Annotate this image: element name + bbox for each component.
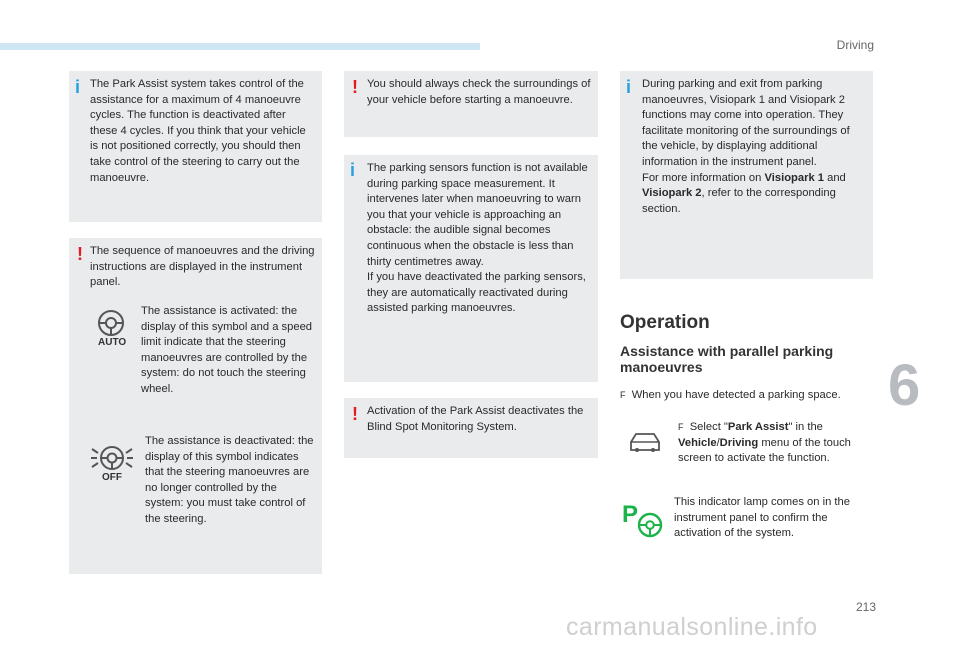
park-assist-lamp-icon <box>622 500 664 540</box>
step-indicator-lamp: This indicator lamp comes on in the instrument panel to confirm the activation of the system. <box>674 496 850 540</box>
note-paragraph-1: During parking and exit from parking manoeuvres, Visiopark 1 and Visiopark 2 functions may come into operation. They facilitate monitoring of the surroundings of the vehicle, by displaying additional information in the instrument panel. <box>642 78 850 168</box>
bullet-symbol: F <box>620 390 626 400</box>
auto-label: AUTO <box>98 337 127 348</box>
vehicle-label: Vehicle <box>678 436 717 449</box>
note-text-part: , refer to the corresponding section. <box>642 187 836 215</box>
info-icon: i <box>626 77 632 97</box>
steering-off-icon <box>89 443 135 485</box>
visiopark-2-label: Visiopark 2 <box>642 187 702 200</box>
note-text-part: and <box>824 171 846 184</box>
warning-note-surroundings <box>344 71 598 137</box>
step-text: / <box>716 436 720 449</box>
watermark: carmanualsonline.info <box>566 613 818 641</box>
note-text-deactivated: The assistance is deactivated: the display of this symbol indicates that the steering manoeuvres are no longer controlled by the system: you must take control of the steering. <box>145 435 314 525</box>
warning-note-instrument-panel <box>69 238 322 574</box>
chapter-number: 6 <box>888 353 921 418</box>
operation-heading: Operation <box>620 312 710 333</box>
step-select-park-assist <box>678 420 868 467</box>
svg-text:P: P <box>622 501 639 528</box>
info-icon: i <box>75 77 81 97</box>
visiopark-1-label: Visiopark 1 <box>764 171 824 184</box>
note-text-activated: The assistance is activated: the display of this symbol and a speed limit indicate that the steering manoeuvres are controlled by the system: do not touch the steering wheel. <box>141 305 313 395</box>
bullet-symbol: F <box>678 422 684 432</box>
header-accent-bar <box>0 43 480 50</box>
note-text: The Park Assist system takes control of the assistance for a maximum of 4 manoeuvre cycles. The function is deactivated after these 4 cycles. If you think that your vehicle is not positioned correctly, you should then take control of the steering to carry out the manoeuvre. <box>90 78 306 184</box>
note-text: You should always check the surroundings of your vehicle before starting a manoeuvre. <box>367 78 591 106</box>
vehicle-menu-icon <box>628 430 662 454</box>
operation-subheading: Assistance with parallel parking manoeuvres <box>620 343 834 375</box>
note-text: The sequence of manoeuvres and the driving instructions are displayed in the instrument panel. <box>90 245 315 289</box>
off-label: OFF <box>102 472 122 483</box>
note-text: Activation of the Park Assist deactivates the Blind Spot Monitoring System. <box>367 405 584 433</box>
step-detect-space <box>620 388 875 404</box>
park-assist-label: Park Assist <box>727 421 789 433</box>
step-text: menu of the touch screen to activate the function. <box>678 436 851 465</box>
info-note-visiopark <box>620 71 873 279</box>
step-text: Select " <box>689 421 728 433</box>
section-title: Driving <box>836 38 874 52</box>
page-number: 213 <box>856 600 877 614</box>
steering-auto-icon <box>89 308 133 350</box>
note-text-part: For more information on <box>642 171 765 184</box>
warning-icon: ! <box>352 404 358 424</box>
driving-label: Driving <box>719 436 759 449</box>
warning-note-blind-spot <box>344 398 598 458</box>
note-text: The parking sensors function is not available during parking space measurement. It intervenes later when manoeuvring to warn you that your vehicle is approaching an obstacle: the audible signal becomes continuous when the obstacle is less than thirty centimetres away. If you have deactivated the parking sensors, they are automatically reactivated during assisted parking manoeuvres. <box>367 162 588 315</box>
warning-icon: ! <box>352 77 358 97</box>
info-note-parking-sensors <box>344 155 598 382</box>
warning-icon: ! <box>77 244 83 264</box>
info-icon: i <box>350 160 356 180</box>
info-note-max-cycles <box>69 71 322 222</box>
note-text <box>642 77 867 217</box>
step-text: When you have detected a parking space. <box>631 389 841 401</box>
step-text: " in the <box>788 421 823 433</box>
